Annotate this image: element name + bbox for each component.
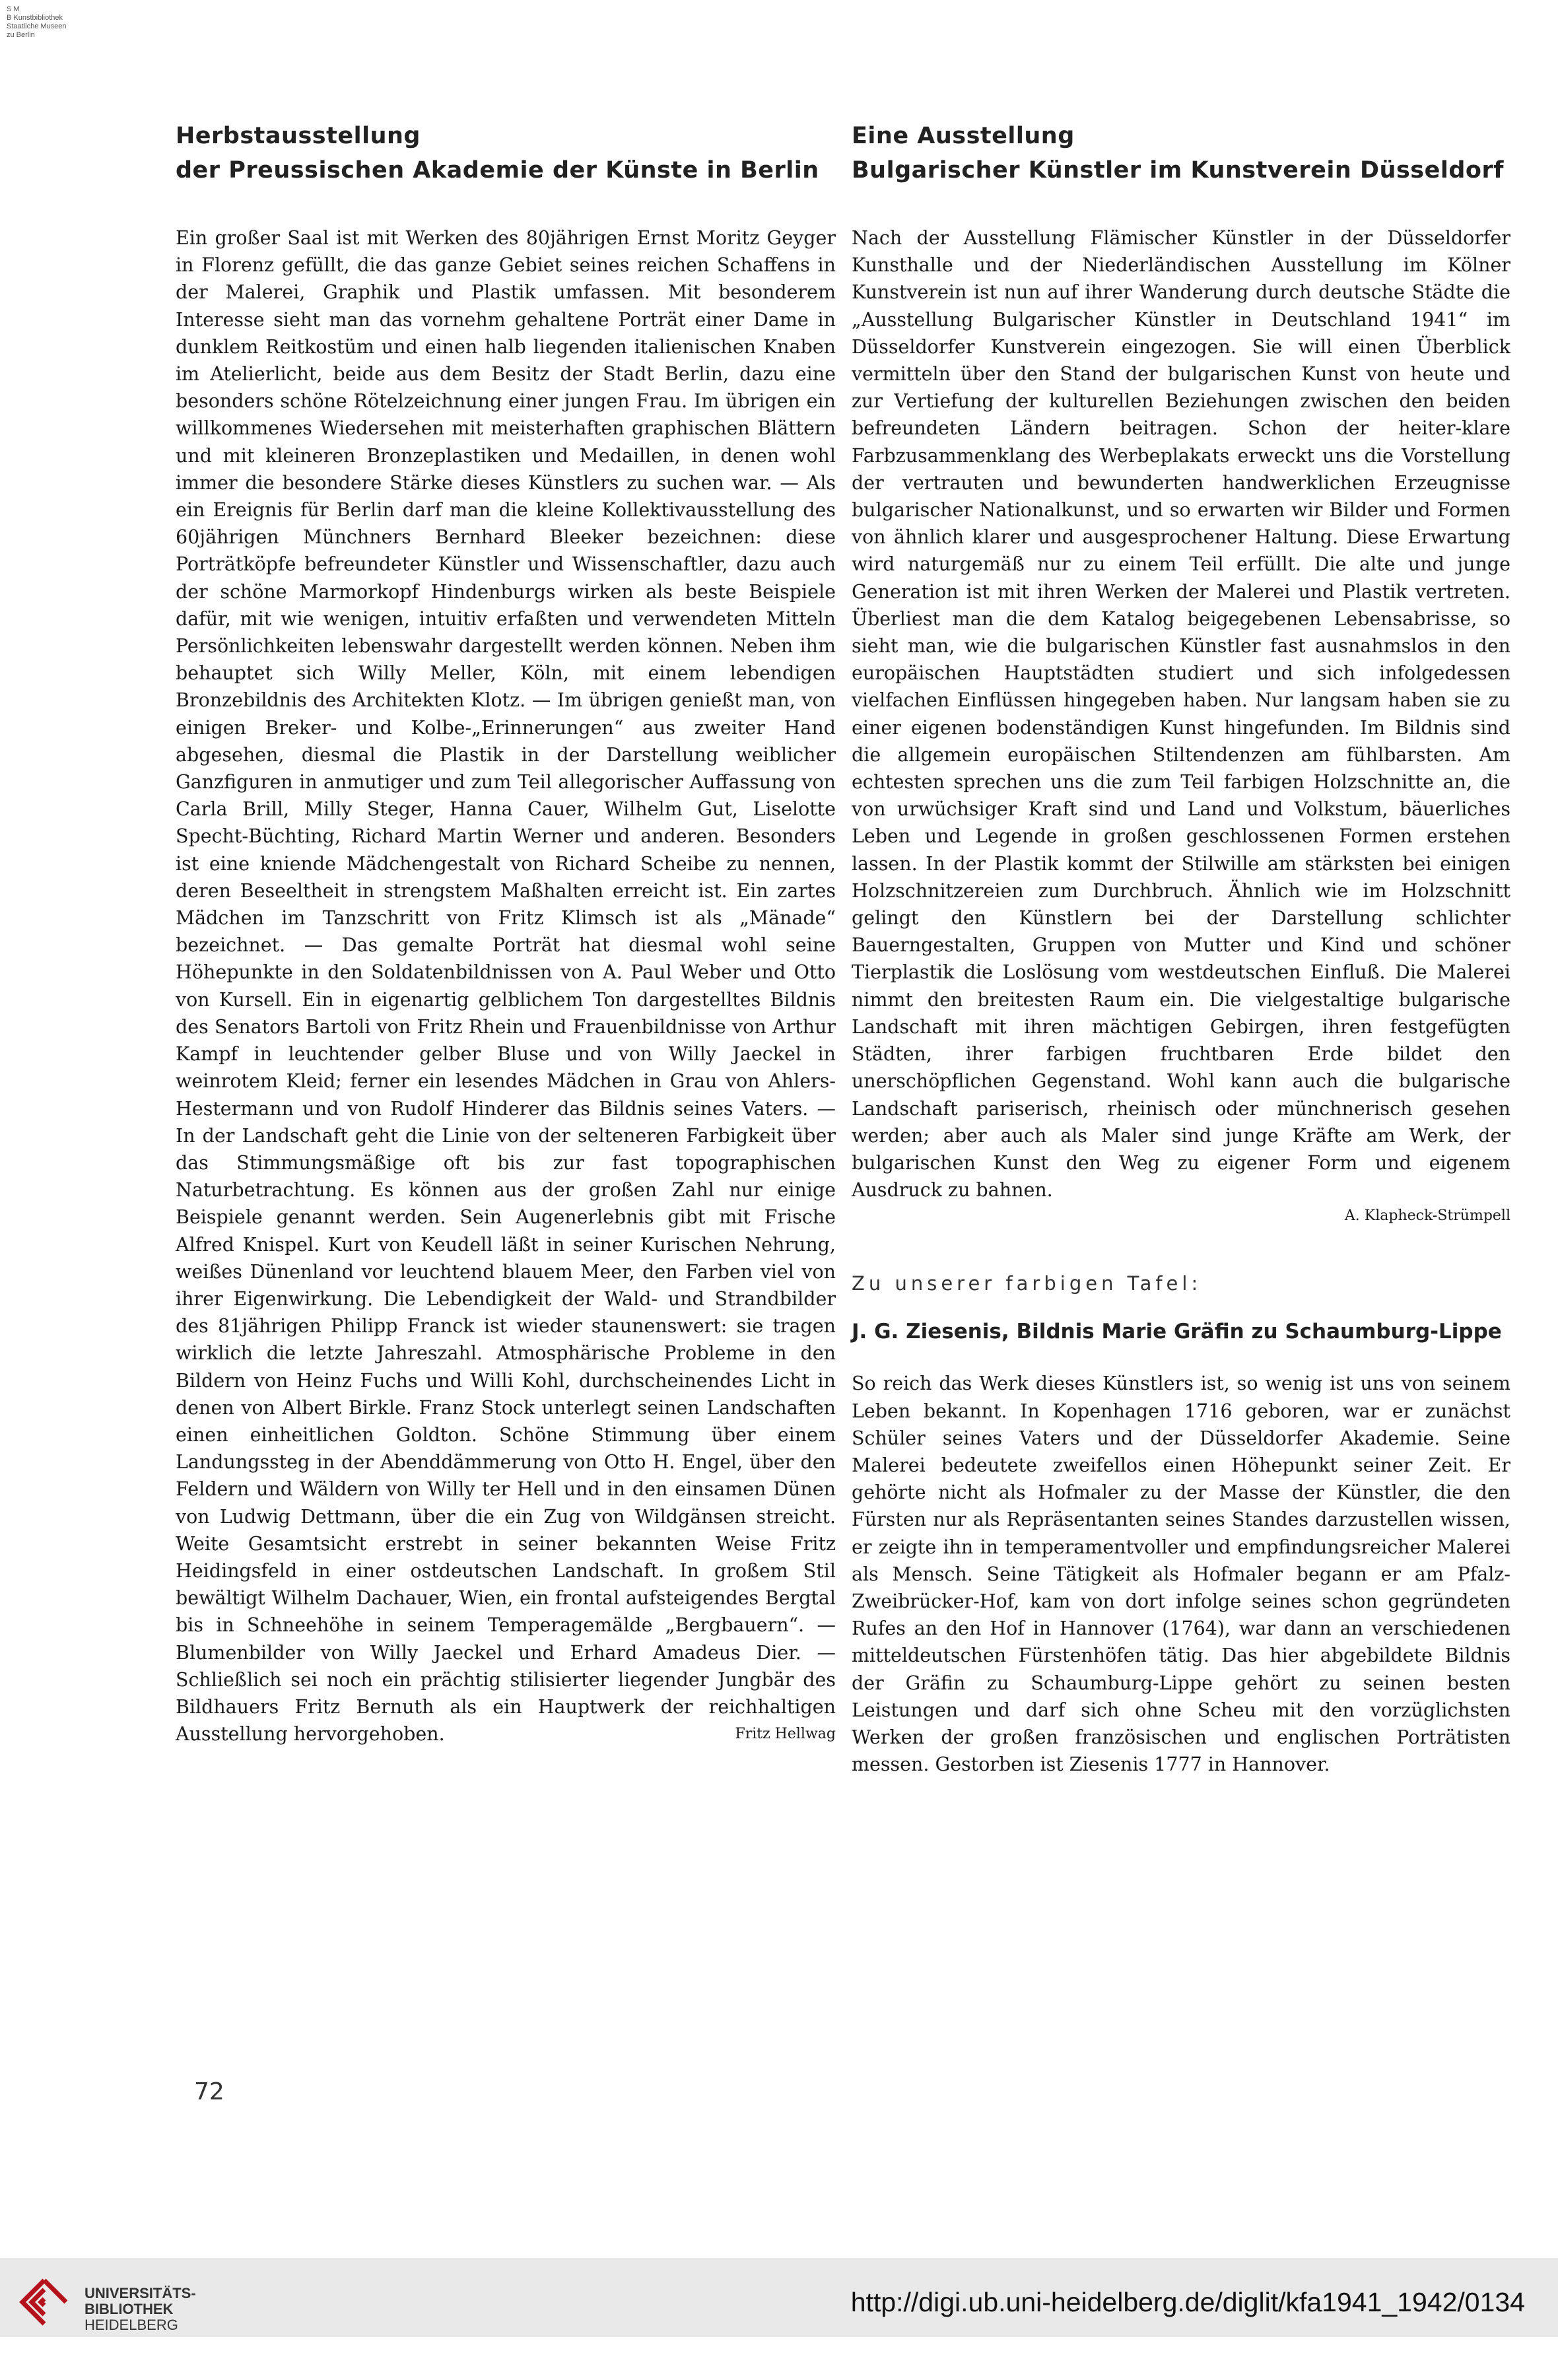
left-article-body: Ein großer Saal ist mit Werken des 80jährigen Ernst Moritz Geyger in Florenz gefüllt, die das ganze Gebiet seines reichen Schaffens in der Malerei, Graphik und Plastik umfassen. Mit besonderem Interesse sieht man das vornehm gehaltene Porträt einer Dame in dunklem Reitkostüm und einen halb liegenden italienischen Knaben im Atelierlicht, beide aus dem Besitz der Stadt Berlin, dazu eine besonders schöne Rötelzeichnung einer jungen Frau. Im übrigen ein willkommenes Wiedersehen mit meisterhaften graphischen Blättern und mit kleineren Bronzeplastiken und Medaillen, in denen wohl immer die besondere Stärke dieses Künstlers zu suchen war. — Als ein Ereignis für Berlin darf man die kleine Kollektivausstellung des 60jährigen Münchners Bernhard Bleeker bezeichnen: diese Porträtköpfe befreundeter Künstler und Wissenschaftler, dazu auch der schöne Marmorkopf Hindenburgs wirken als beste Beispiele dafür, mit wie wenigen, intuitiv erfaßten und verwendeten Mitteln Persönlichkeiten lebenswahr dargestellt werden können. Neben ihm behauptet sich Willy Meller, Köln, mit einem lebendigen Bronzebildnis des Architekten Klotz. — Im übrigen genießt man, von einigen Breker- und Kolbe-„Erinnerungen“ aus zweiter Hand abgesehen, diesmal die Plastik in der Darstellung weiblicher Ganzfiguren in anmutiger und zum Teil allegorischer Auffassung von Carla Brill, Milly Steger, Hanna Cauer, Wilhelm Gut, Liselotte Specht-Büchting, Richard Martin Werner und anderen. Besonders ist eine kniende Mädchengestalt von Richard Scheibe zu nennen, deren Beseeltheit in strengstem Maßhalten erreicht ist. Ein zartes Mädchen im Tanzschritt von Fritz Klimsch ist als „Mänade“ bezeichnet. — Das gemalte Porträt hat diesmal wohl seine Höhepunkte in den Soldatenbildnissen von A. Paul Weber und Otto von Kursell. Ein in eigenartig gelblichem Ton dargestelltes Bildnis des Senators Bartoli von Fritz Rhein und Frauenbildnisse von Arthur Kampf in leuchtender gelber Bluse und von Willy Jaeckel in weinrotem Kleid; ferner ein lesendes Mädchen in Grau von Ahlers-Hestermann und von Rudolf Hinderer das Bildnis seines Vaters. — In der Landschaft geht die Linie von der selteneren Farbigkeit über das Stimmungsmäßige oft bis zur fast topographischen Naturbetrachtung. Es können aus der großen Zahl nur einige Beispiele genannt werden. Sein Augenerlebnis gibt mit Frische Alfred Knispel. Kurt von Keudell läßt in seiner Kurischen Nehrung, weißes Dünenland vor leuchtend blauem Meer, den Farben viel von ihrer Eigenwirkung. Die Lebendigkeit der Wald- und Strandbilder des 81jährigen Philipp Franck ist wieder staunenswert: sie tragen wirklich die letzte Jahreszahl. Atmosphärische Probleme in den Bildern von Heinz Fuchs und Willi Kohl, durchscheinendes Licht in denen von Albert Birkle. Franz Stock unterlegt seinen Landschaften einen einheitlichen Goldton. Schöne Stimmung über einem Landungssteg in der Abenddämmerung von Otto H. Engel, über den Feldern und Wäldern von Willy ter Hell und in den einsamen Dünen von Ludwig Dettmann, über die ein Zug von Wildgänsen streicht. Weite Gesamtsicht erstrebt in seiner bekannten Weise Fritz Heidingsfeld in einer ostdeutschen Landschaft. In großem Stil bewältigt Wilhelm Dachauer, Wien, ein frontal aufsteigendes Bergtal bis in Schneehöhe in seinem Temperagemälde „Bergbauern“. — Blumenbilder von Willy Jaeckel und Erhard Amadeus Dier. — Schließlich sei noch ein prächtig stilisierter liegender Jungbär des Bildhauers Fritz Bernuth als ein Hauptwerk der reichhaltigen Ausstellung hervorgehoben. bbox=[176, 227, 836, 1746]
library-stamp bbox=[7, 5, 67, 40]
left-column bbox=[176, 119, 836, 1748]
left-article-author: Fritz Hellwag bbox=[735, 1726, 836, 1743]
library-logo-icon bbox=[15, 2275, 74, 2334]
page-number: 72 bbox=[194, 2078, 224, 2105]
left-article-title-line2: der Preussischen Akademie der Künste in Berlin bbox=[176, 157, 819, 184]
plate-description: So reich das Werk dieses Künstlers ist, so wenig ist uns von seinem Leben bekannt. In Kopenhagen 1716 geboren, war er zunächst Schüler seines Vaters und der Düsseldorfer Akademie. Seine Malerei bedeutete zweifellos einen Höhepunkt seiner Zeit. Er gehörte nicht als Hofmaler zu der Masse der Künstler, die den Fürsten nur als Repräsentanten seines Standes darzustellen wissen, er zeigte ihn in temperamentvoller und empfindungsreicher Malerei als Mensch. Seine Tätigkeit als Hofmaler begann er am Pfalz-Zweibrücker-Hof, kam von dort infolge seines schon gegründeten Rufes an den Hof in Hannover (1764), war dann an verschiedenen mitteldeutschen Fürstenhöfen tätig. Das hier abgebildete Bildnis der Gräfin zu Schaumburg-Lippe gehört zu seinen besten Leistungen und darf sich ohne Scheu mit den vorzüglichsten Werken der großen französischen und englischen Porträtisten messen. Gestorben ist Ziesenis 1777 in Hannover. bbox=[852, 1373, 1510, 1776]
right-article-title-line1: Eine Ausstellung bbox=[852, 123, 1075, 149]
plate-subheading: J. G. Ziesenis, Bildnis Marie Gräfin zu Schaumburg-Lippe bbox=[852, 1320, 1502, 1344]
stamp-line: B Kunstbibliothek bbox=[7, 14, 63, 22]
left-article-title-line1: Herbstausstellung bbox=[176, 123, 421, 149]
logo-line: HEIDELBERG bbox=[85, 2317, 178, 2333]
right-article-title-line2: Bulgarischer Künstler im Kunstverein Düsseldorf bbox=[852, 157, 1504, 184]
logo-line: BIBLIOTHEK bbox=[85, 2301, 174, 2317]
right-article-author: A. Klapheck-Strümpell bbox=[1344, 1207, 1510, 1225]
right-article-body: Nach der Ausstellung Flämischer Künstler in der Düsseldorfer Kunsthalle und der Niederländischen Ausstellung im Kölner Kunstverein ist nun auf ihrer Wanderung durch deutsche Städte die „Ausstellung Bulgarischer Künstler in Deutschland 1941“ im Düsseldorfer Kunstverein eingezogen. Sie will einen Überblick vermitteln über den Stand der bulgarischen Kunst von heute und zur Vertiefung der kulturellen Beziehungen zwischen den beiden befreundeten Ländern beitragen. Schon der heiter-klare Farbzusammenklang des Werbeplakats erweckt uns die Vorstellung der vertrauten und bewunderten handwerklichen Erzeugnisse bulgarischer Nationalkunst, und so erwarten wir Bilder und Formen von ähnlich klarer und ausgesprochener Haltung. Diese Erwartung wird naturgemäß nur zu einem Teil erfüllt. Die alte und junge Generation ist mit ihren Werken der Malerei und Plastik vertreten. Überliest man die dem Katalog beigegebenen Lebensabrisse, so sieht man, wie die bulgarischen Künstler fast ausnahmslos in den europäischen Hauptstädten studiert und sich infolgedessen vielfachen Einflüssen hingegeben haben. Nur langsam haben sie zu einer eigenen bodenständigen Kunst hingefunden. Im Bildnis sind die allgemein europäischen Stiltendenzen am fühlbarsten. Am echtesten sprechen uns die zum Teil farbigen Holzschnitte an, die von urwüchsiger Kraft sind und Land und Volkstum, bäuerliches Leben und Legende in großen geschlossenen Formen erstehen lassen. In der Plastik kommt der Stilwille am stärksten bei einigen Holzschnitzereien zum Durchbruch. Ähnlich wie im Holzschnitt gelingt den Künstlern bei der Darstellung schlichter Bauerngestalten, Gruppen von Mutter und Kind und schöner Tierplastik die Loslösung vom westdeutschen Einfluß. Die Malerei nimmt den breitesten Raum ein. Die vielgestaltige bulgarische Landschaft mit ihren mächtigen Gebirgen, ihren festgefügten Städten, ihrer farbigen fruchtbaren Erde bildet den unerschöpflichen Gegenstand. Wohl kann auch die bulgarische Landschaft pariserisch, rheinisch oder münchnerisch gesehen werden; aber auch als Maler sind junge Kräfte am Werk, der bulgarischen Kunst den Weg zu eigener Form und eigenem Ausdruck zu bahnen. bbox=[852, 227, 1510, 1202]
stamp-line: S M bbox=[7, 5, 20, 13]
source-url-link[interactable]: http://digi.ub.uni-heidelberg.de/diglit/kfa1941_1942/0134 bbox=[850, 2287, 1525, 2317]
plate-section-label: Zu unserer farbigen Tafel: bbox=[852, 1272, 1202, 1295]
stamp-line: zu Berlin bbox=[7, 31, 35, 39]
stamp-line: Staatliche Museen bbox=[7, 22, 67, 30]
logo-line: UNIVERSITÄTS- bbox=[85, 2285, 196, 2301]
right-column bbox=[852, 119, 1510, 1778]
library-logo-text bbox=[85, 2286, 196, 2333]
